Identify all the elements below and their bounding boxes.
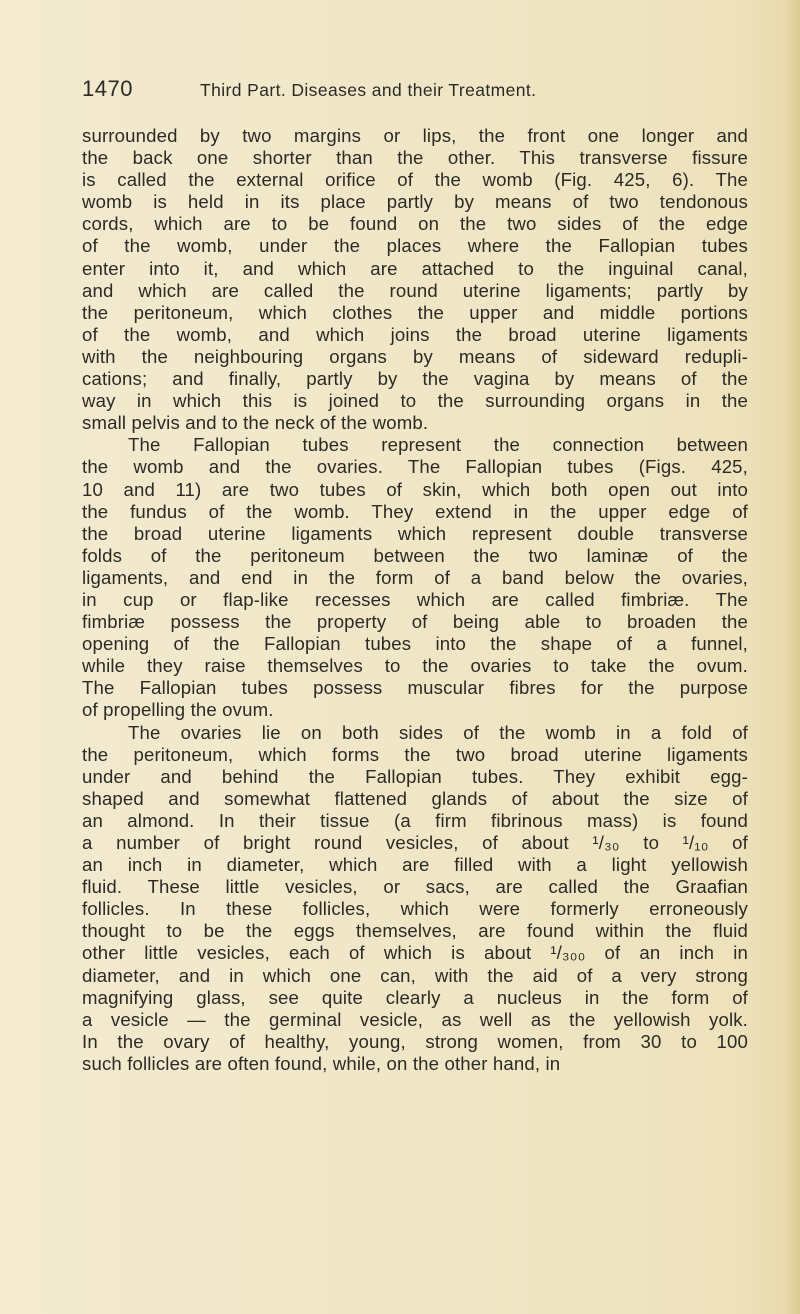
text-line: while they raise themselves to the ovaries to take the ovum.	[82, 655, 748, 677]
text-line: shaped and somewhat flattened glands of about the size of	[82, 787, 748, 809]
text-line: is called the external orifice of the womb (Fig. 425, 6). The	[82, 169, 748, 191]
page-edge-shadow	[786, 0, 800, 1314]
text-line: and which are called the round uterine ligaments; partly by	[82, 279, 748, 301]
text-line: a vesicle — the germinal vesicle, as well as the yellowish yolk.	[82, 1008, 748, 1030]
text-line: surrounded by two margins or lips, the front one longer and	[82, 125, 748, 146]
text-line: fimbriæ possess the property of being able to broaden the	[82, 611, 748, 633]
text-line: the fundus of the womb. They extend in the upper edge of	[82, 500, 748, 522]
text-line: such follicles are often found, while, on the other hand, in	[82, 1052, 561, 1074]
text-line: ligaments, and end in the form of a band below the ovaries,	[82, 566, 748, 588]
text-line: The Fallopian tubes represent the connection between	[128, 434, 748, 456]
text-line: The ovaries lie on both sides of the womb in a fold of	[128, 721, 748, 743]
text-line: In the ovary of healthy, young, strong women, from 30 to 100	[82, 1030, 748, 1052]
text-line: under and behind the Fallopian tubes. They exhibit egg-	[82, 765, 748, 787]
body-text	[82, 125, 748, 1075]
text-line: folds of the peritoneum between the two laminæ of the	[82, 544, 748, 566]
text-line: the peritoneum, which forms the two broad uterine ligaments	[82, 743, 748, 765]
text-line: womb is held in its place partly by means of two tendonous	[82, 191, 748, 213]
running-title: Third Part. Diseases and their Treatment.	[200, 80, 537, 100]
text-line: opening of the Fallopian tubes into the shape of a funnel,	[82, 633, 748, 655]
page-number: 1470	[82, 76, 133, 101]
text-line: the peritoneum, which clothes the upper and middle portions	[82, 301, 748, 323]
text-line: of the womb, and which joins the broad uterine ligaments	[82, 323, 748, 345]
text-line: The Fallopian tubes possess muscular fibres for the purpose	[82, 677, 748, 699]
text-line: small pelvis and to the neck of the womb.	[82, 412, 429, 434]
text-line: the broad uterine ligaments which represent double transverse	[82, 522, 748, 544]
text-line: magnifying glass, see quite clearly a nucleus in the form of	[82, 986, 748, 1008]
text-line: of propelling the ovum.	[82, 699, 274, 721]
text-line: thought to be the eggs themselves, are found within the fluid	[82, 920, 748, 942]
text-line: the womb and the ovaries. The Fallopian tubes (Figs. 425,	[82, 456, 748, 478]
text-line: in cup or flap-like recesses which are called fimbriæ. The	[82, 588, 748, 610]
text-line: fluid. These little vesicles, or sacs, are called the Graafian	[82, 876, 748, 898]
text-line: with the neighbouring organs by means of sideward redupli-	[82, 345, 748, 367]
running-header	[82, 76, 742, 102]
text-line: an inch in diameter, which are filled with a light yellowish	[82, 854, 748, 876]
text-line: 10 and 11) are two tubes of skin, which both open out into	[82, 478, 748, 500]
text-line: the back one shorter than the other. This transverse fissure	[82, 147, 748, 169]
text-line: way in which this is joined to the surrounding organs in the	[82, 390, 748, 412]
text-line: of the womb, under the places where the Fallopian tubes	[82, 235, 748, 257]
text-line: cations; and finally, partly by the vagina by means of the	[82, 368, 748, 390]
text-line: an almond. In their tissue (a firm fibrinous mass) is found	[82, 809, 748, 831]
text-line: follicles. In these follicles, which were formerly erroneously	[82, 898, 748, 920]
text-line: cords, which are to be found on the two sides of the edge	[82, 213, 748, 235]
text-line: enter into it, and which are attached to the inguinal canal,	[82, 257, 748, 279]
text-line: a number of bright round vesicles, of about ¹/₃₀ to ¹/₁₀ of	[82, 832, 748, 853]
text-line: diameter, and in which one can, with the aid of a very strong	[82, 964, 748, 986]
text-line: other little vesicles, each of which is about ¹/₃₀₀ of an inch in	[82, 942, 748, 964]
